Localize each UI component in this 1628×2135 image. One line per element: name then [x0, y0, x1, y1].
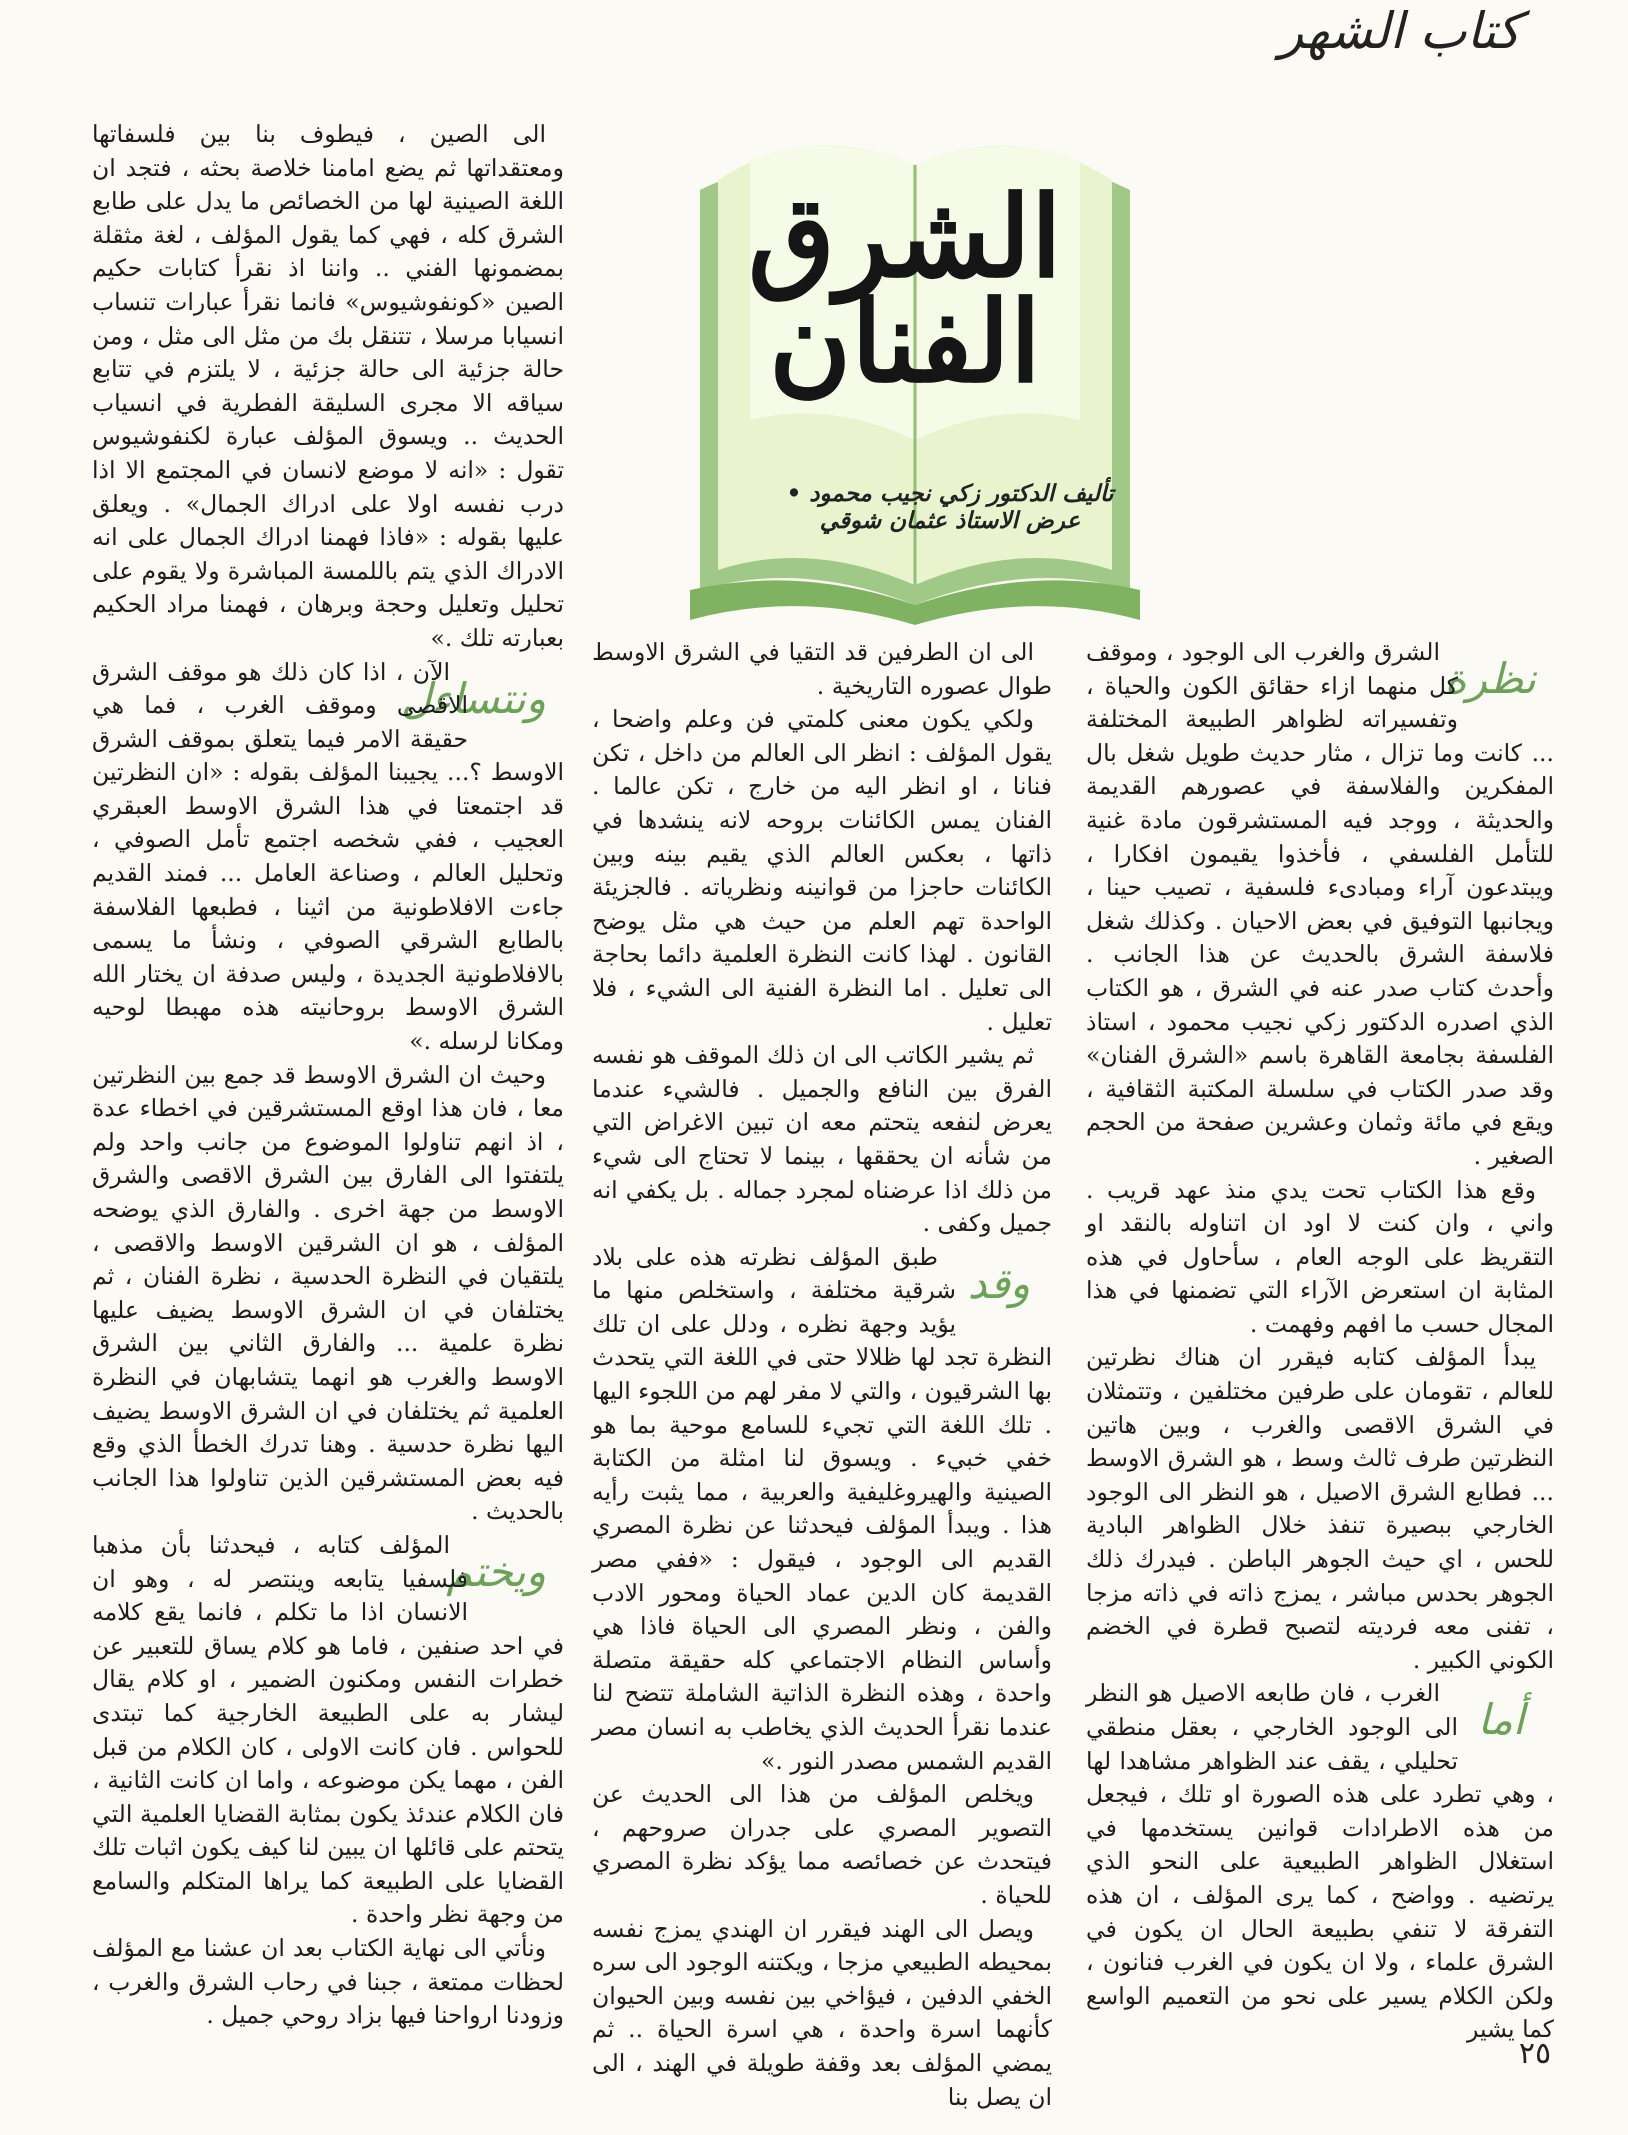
paragraph: [92, 656, 564, 1059]
paragraph: ونأتي الى نهاية الكتاب بعد ان عشنا مع المؤلف لحظات ممتعة ، جبنا في رحاب الشرق والغرب ، وزودنا ارواحنا فيها بزاد روحي جميل .: [92, 1934, 564, 2030]
drop-word: وقد: [967, 1258, 1031, 1308]
article-title: الشرق الفنان: [748, 172, 1062, 408]
article-column-3: [92, 118, 564, 2078]
paragraph-text: الشرق والغرب الى الوجود ، وموقف كل منهما ازاء حقائق الكون والحياة ، وتفسيراته لظواهر الطبيعة المختلفة ... كانت وما تزال ، مثار حديث طويل شغل بال المفكرين والفلاسفة في عصورهم القديمة والحديثة ، ووجد فيه المستشرقون مادة غنية للتأمل الفلسفي ، فأخذوا يقيمون افكارا ، ويبتدعون آراء ومبادىء فلسفية ، تصيب حينا ، ويجانبها التوفيق في بعض الاحيان . وكذلك شغل فلاسفة الشرق بالحديث عن هذا الجانب . وأحدث كتاب صدر عنه في الشرق ، هو الكتاب الذي اصدره الدكتور زكي نجيب محمود ، استاذ الفلسفة بجامعة القاهرة باسم «الشرق الفنان» وقد صدر الكتاب في سلسلة المكتبة الثقافية ، ويقع في مائة وثمان وعشرين صفحة من الحجم الصغير .: [1086, 638, 1554, 1170]
paragraph-text: الغرب ، فان طابعه الاصيل هو النظر الى الوجود الخارجي ، بعقل منطقي تحليلي ، يقف عند الظواهر مشاهدا لها ، وهي تطرد على هذه الصورة او تلك ، فيجعل من هذه الاطرادات قوانين يستخدمها في استغلال الظواهر الطبيعية على النحو الذي يرتضيه . وواضح ، كما يرى المؤلف ، ان هذه التفرقة لا تنفي بطبيعة الحال ان يكون في الشرق علماء ، ولا ان يكون في الغرب فنانون ، ولكن الكلام يسير على نحو من التعميم الواسع كما يشير: [1086, 1679, 1554, 2044]
paragraph: ولكي يكون معنى كلمتي فن وعلم واضحا ، يقول المؤلف : انظر الى العالم من داخل ، تكن فنانا ، او انظر اليه من خارج ، تكن عالما . الفنان يمس الكائنات بروحه لانه ينشدها في ذاتها ، بعكس العالم الذي يقيم بينه وبين الكائنات حاجزا من قوانينه ونظرياته . فالجزيئة الواحدة تهم العلم من حيث هي مثل يوضح القانون . لهذا كانت النظرة العلمية دائما بحاجة الى تعليل . اما النظرة الفنية الى الشيء ، فلا تعليل .: [592, 705, 1052, 1036]
paragraph: [1086, 636, 1554, 1174]
paragraph: [92, 1529, 564, 1932]
paragraph: وقع هذا الكتاب تحت يدي منذ عهد قريب . واني ، وان كنت لا اود ان اتناوله بالنقد او التقريظ على الوجه العام ، سأحاول في هذه المثابة ان استعرض الآراء التي تضمنها في هذا المجال حسب ما افهم وفهمت .: [1086, 1175, 1554, 1338]
drop-word: أما: [1477, 1695, 1525, 1745]
paragraph: [1086, 1677, 1554, 2047]
article-column-1: [1086, 636, 1554, 2066]
paragraph: الى ان الطرفين قد التقيا في الشرق الاوسط طوال عصوره التاريخية .: [592, 638, 1052, 700]
drop-word: نظرة: [1444, 654, 1536, 703]
paragraph: وحيث ان الشرق الاوسط قد جمع بين النظرتين معا ، فان هذا اوقع المستشرقين في اخطاء عدة ، اذ انهم تناولوا الموضوع من جانب واحد ولم يلتفتوا الى الفارق بين الشرق الاقصى والشرق الاوسط من جهة اخرى . والفارق الذي يوضحه المؤلف ، هو ان الشرقين الاوسط والاقصى ، يلتقيان في النظرة الحدسية ، نظرة الفنان ، ثم يختلفان في ان الشرق الاوسط يضيف عليها نظرة علمية ... والفارق الثاني بين الشرق الاوسط والغرب هو انهما يتشابهان في النظرة العلمية ثم يختلفان في ان الشرق الاوسط يضيف اليها نظرة حدسية . وهنا تدرك الخطأ الذي وقع فيه بعض المستشرقين الذين تناولوا هذا الجانب بالحديث .: [92, 1060, 564, 1526]
paragraph: يبدأ المؤلف كتابه فيقرر ان هناك نظرتين للعالم ، تقومان على طرفين مختلفين ، وتتمثلان في الشرق الاقصى والغرب ، وبين هاتين النظرتين طرف ثالث وسط ، هو الشرق الاوسط ... فطابع الشرق الاصيل ، هو النظر الى الوجود الخارجي ببصيرة تنفذ خلال الظواهر البادية للحس ، اي حيث الجوهر الباطن . فيدرك ذلك الجوهر بحدس مباشر ، يمزج ذاته في ذاته مزجا ، تفنى معه فرديته لتصبح قطرة في الخضم الكوني الكبير .: [1086, 1343, 1554, 1674]
paragraph: [592, 1241, 1052, 1779]
paragraph-text: الآن ، اذا كان ذلك هو موقف الشرق الاقصى وموقف الغرب ، فما هي حقيقة الامر فيما يتعلق بموقف الشرق الاوسط ؟... يجيبنا المؤلف بقوله : «ان النظرتين قد اجتمعتا في هذا الشرق الاوسط العبقري العجيب ، ففي شخصه اجتمع تأمل الصوفي ، وتحليل العالم ، وصناعة العامل ... فمند القديم جاءت الافلاطونية من اثينا ، فطبعها الفلاسفة بالطابع الشرقي الصوفي ، ونشأ ما يسمى بالافلاطونية الجديدة ، وليس صدفة ان يختار الله الشرق الاوسط بروحانيته هذه مهبطا لوحيه ومكانا لرسله .»: [92, 657, 564, 1056]
drop-word: ونتساءل: [400, 673, 546, 723]
article-byline: تأليف الدكتور زكي نجيب محمود • عرض الاستاذ عثمان شوقي: [786, 480, 1114, 534]
paragraph: ثم يشير الكاتب الى ان ذلك الموقف هو نفسه الفرق بين النافع والجميل . فالشيء عندما يعرض لنفعه يتحتم معه ان تبين الاغراض التي من شأنه ان يحققها ، بينما لا تحتاج الى شيء من ذلك اذا عرضناه لمجرد جماله . بل يكفي انه جميل وكفى .: [592, 1041, 1052, 1238]
section-label: كتاب الشهر: [1279, 2, 1521, 60]
paragraph: ويخلص المؤلف من هذا الى الحديث عن التصوير المصري على جدران صروحهم ، فيتحدث عن خصائصه مما يؤكد نظرة المصري للحياة .: [592, 1780, 1052, 1909]
paragraph-text: المؤلف كتابه ، فيحدثنا بأن مذهبا فلسفيا يتابعه وينتصر له ، وهو ان الانسان اذا ما تكلم ، فانما يقع كلامه في احد صنفين ، فاما هو كلام يساق للتعبير عن خطرات النفس ومكنون الضمير ، او كلام يقال ليشار به على الطبيعة الخارجية كما تبتدى للحواس . فان كانت الاولى ، كان الكلام من قبل الفن ، مهما يكن موضوعه ، واما ان كانت الثانية ، فان الكلام عندئذ يكون بمثابة القضايا العلمية التي يتحتم على قائلها ان يبين لنا كيف يكون اثبات تلك القضايا على الطبيعة كما يراها المتكلم والسامع من وجهة نظر واحدة .: [92, 1530, 564, 1929]
article-column-2: [592, 636, 1052, 2111]
page-number: ٢٥: [1518, 2036, 1552, 2071]
drop-word: ويختم: [446, 1546, 546, 1596]
paragraph: ويصل الى الهند فيقرر ان الهندي يمزج نفسه بمحيطه الطبيعي مزجا ، ويكتنه الوجود الى سره الخفي الدفين ، فيؤاخي بين نفسه وبين الحيوان كأنهما اسرة واحدة ، هي اسرة الحياة .. ثم يمضي المؤلف بعد وقفة طويلة في الهند ، الى ان يصل بنا: [592, 1914, 1052, 2111]
paragraph-text: طبق المؤلف نظرته هذه على بلاد شرقية مختلفة ، واستخلص منها ما يؤيد وجهة نظره ، ودلل على ان تلك النظرة تجد لها ظلالا حتى في اللغة التي يتحدث بها الشرقيون ، والتي لا مفر لهم من اللجوء اليها . تلك اللغة التي تجيء للسامع موحية بما هو خفي خبيء . ويسوق لنا امثلة من الكتابة الصينية والهيروغليفية والعربية ، مما يثبت رأيه هذا . ويبدأ المؤلف فيحدثنا عن نظرة المصري القديم الى الوجود ، فيقول : «ففي مصر القديمة كان الدين عماد الحياة ومحور الادب والفن ، ونظر المصري الى الحياة فاذا هي وأساس النظام الاجتماعي كله حقيقة متصلة واحدة ، وهذه النظرة الذاتية الشاملة تتضح لنا عندما نقرأ الحديث الذي يخاطب به انسان مصر القديم الشمس مصدر النور .»: [592, 1242, 1052, 1775]
paragraph: الى الصين ، فيطوف بنا بين فلسفاتها ومعتقداتها ثم يضع امامنا خلاصة بحثه ، فتجد ان اللغة الصينية لها من الخصائص ما يدل على طابع الشرق كله ، فهي كما يقول المؤلف ، لغة مثقلة بمضمونها الفني .. واننا اذ نقرأ كتابات حكيم الصين «كونفوشيوس» فانما نقرأ عبارات تنساب انسيابا مرسلا ، تتنقل بك من مثل الى مثل ، ومن حالة جزئية الى حالة جزئية ، لا يلتزم في تتابع سياقه الا مجرى السليقة الفطرية في انسياب الحديث .. ويسوق المؤلف عبارة لكنفوشيوس تقول : «انه لا موضع لانسان في المجتمع الا اذا درب نفسه اولا على ادراك الجمال» . ويعلق عليها بقوله : «فاذا فهمنا ادراك الجمال على انه الادراك الذي يتم باللمسة المباشرة ولا يقوم على تحليل وتعليل وحجة وبرهان ، فهمنا مراد الحكيم بعبارته تلك .»: [92, 120, 564, 652]
